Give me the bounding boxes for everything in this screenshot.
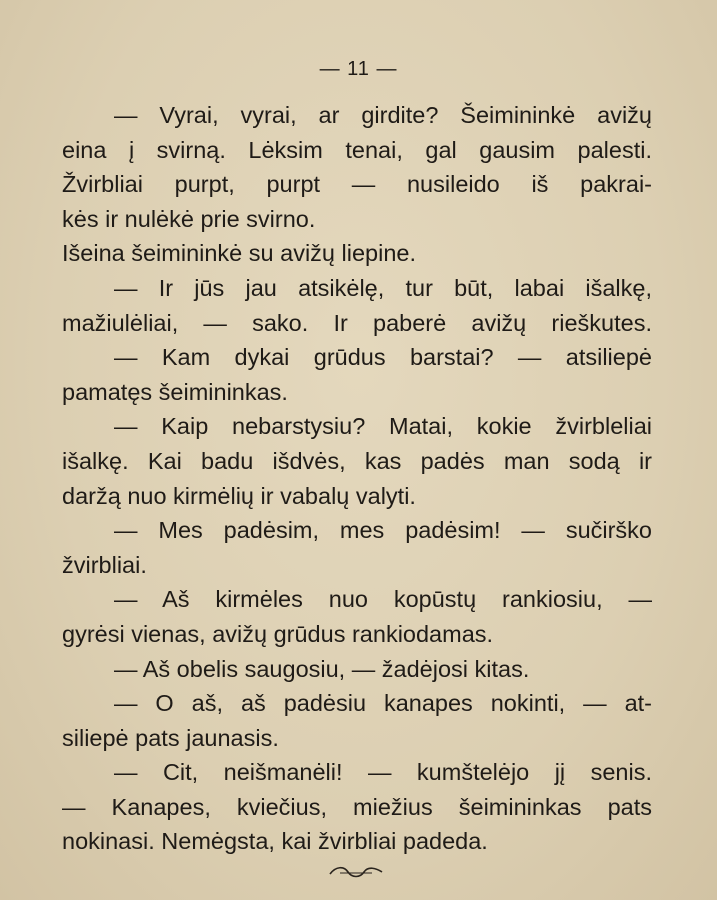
text-line: kės ir nulėkė prie svirno. [62,205,316,232]
text-line: — Mes padėsim, mes padėsim! — sučirško [114,517,652,544]
text-line: daržą nuo kirmėlių ir vabalų valyti. [62,482,416,509]
text-line: — Aš obelis saugosiu, — žadėjosi kitas. [114,655,530,682]
text-line: — O aš, aš padėsiu kanapes nokinti, — at- [114,690,652,717]
text-line: — Kanapes, kviečius, miežius šeimininkas pats [62,793,652,820]
text-line: nokinasi. Nemėgsta, kai žvirbliai padeda. [62,828,488,855]
ornament-flourish-icon [326,862,386,882]
text-line: žvirbliai. [62,551,147,578]
text-line: — Kaip nebarstysiu? Matai, kokie žvirbleliai [114,413,652,440]
text-line: siliepė pats jaunasis. [62,724,279,751]
text-body [62,98,652,859]
text-line: — Vyrai, vyrai, ar girdite? Šeimininkė avižų [114,102,652,128]
page-number: — 11 — [319,58,398,80]
text-line: pamatęs šeimininkas. [62,378,288,405]
text-line: — Aš kirmėles nuo kopūstų rankiosiu, — [114,586,652,613]
text-line: išalkę. Kai badu išdvės, kas padės man sodą ir [62,447,652,474]
text-line: eina į svirną. Lėksim tenai, gal gausim palesti. [62,136,652,163]
text-line: — Cit, neišmanėli! — kumštelėjo jį senis. [114,759,652,786]
text-line: gyrėsi vienas, avižų grūdus rankiodamas. [62,620,494,647]
text-line: mažiulėliai, — sako. Ir paberė avižų rieškutes. [62,309,652,336]
text-line: Žvirbliai purpt, purpt — nusileido iš pakrai- [62,171,652,198]
text-line: — Ir jūs jau atsikėlę, tur būt, labai išalkę, [114,274,652,301]
text-line: — Kam dykai grūdus barstai? — atsiliepė [114,344,652,371]
text-line: Išeina šeimininkė su avižų liepine. [62,240,416,267]
